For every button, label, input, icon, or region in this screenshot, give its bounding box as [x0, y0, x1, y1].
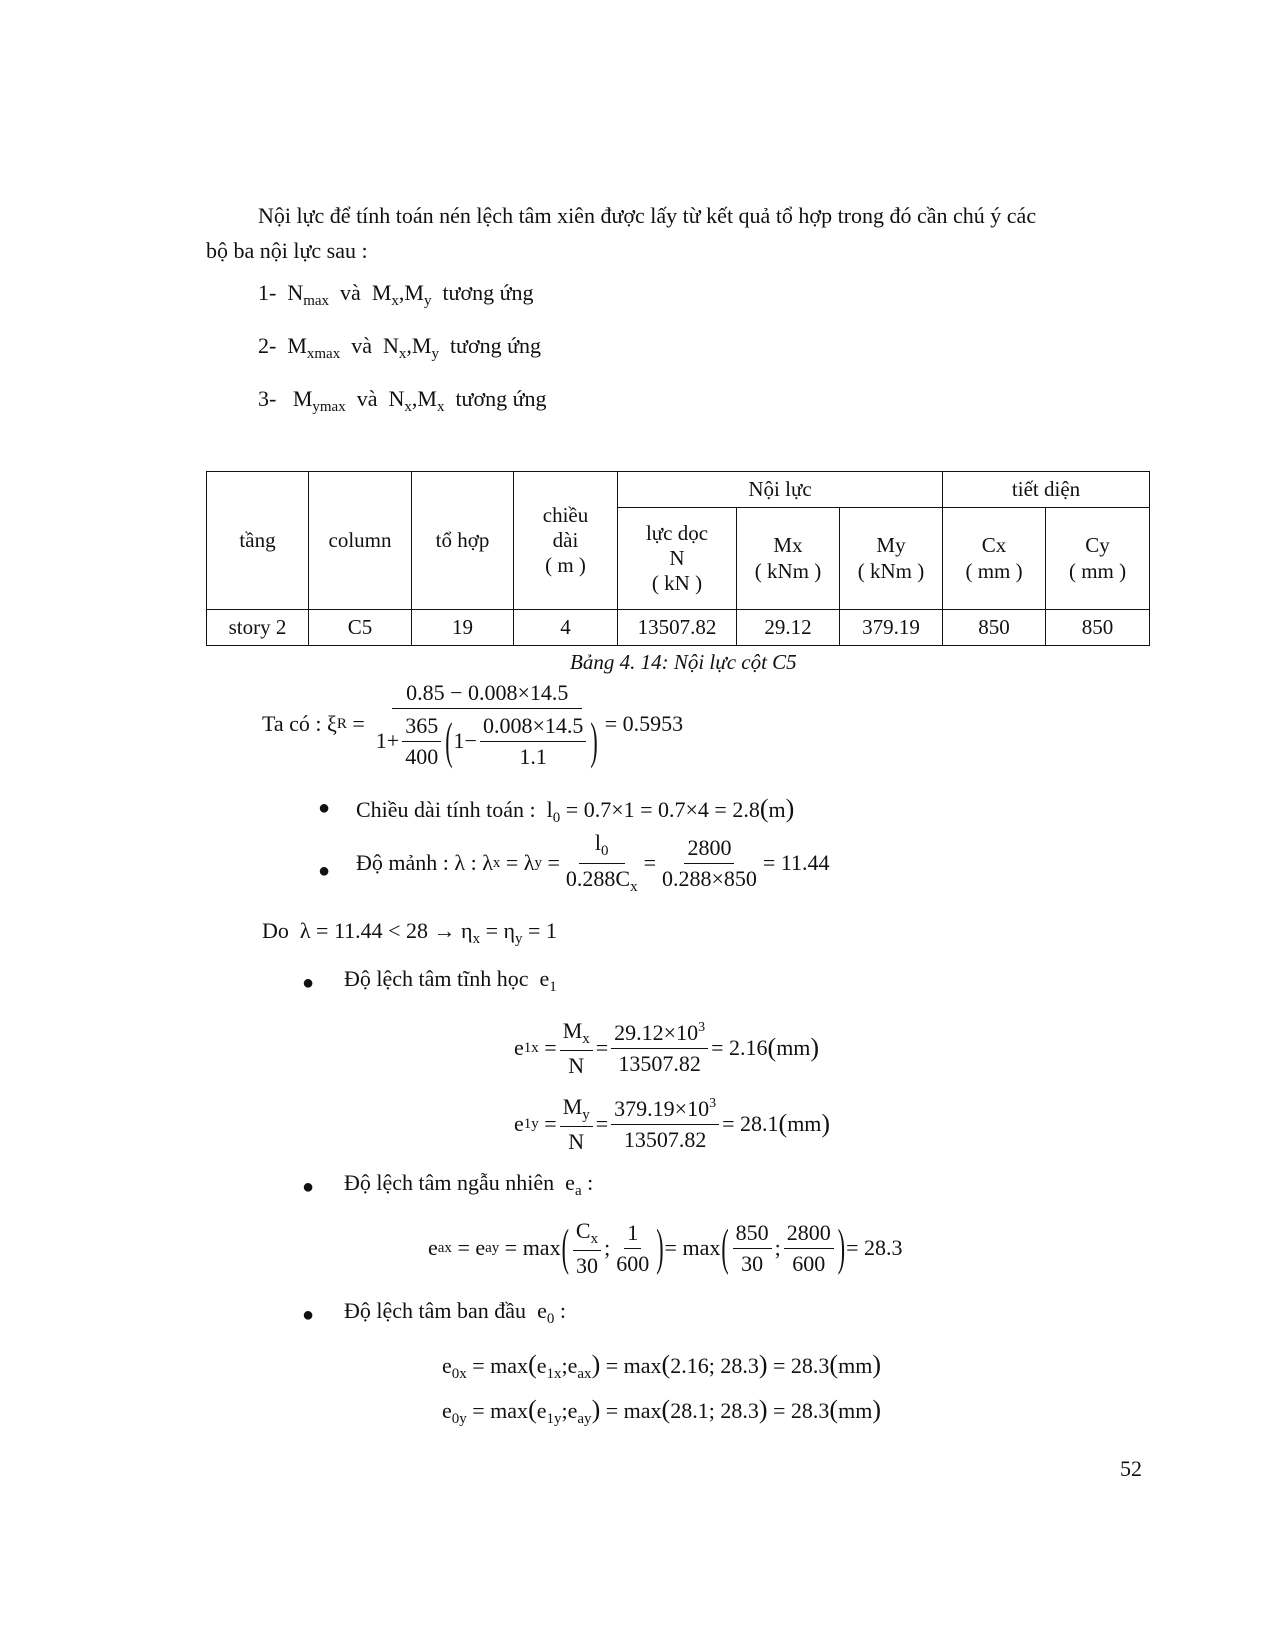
header-cy: Cy ( mm ) — [1046, 508, 1150, 610]
table-caption: Bảng 4. 14: Nội lực cột C5 — [570, 650, 797, 674]
header-noi-luc: Nội lực — [618, 472, 943, 508]
header-cx: Cx ( mm ) — [943, 508, 1046, 610]
xi-formula: Ta có : ξ R = 0.85 − 0.008×14.5 1+ $\frac{365}{400}$ ( 1− $\frac{0.008\times 14.5}{1.1}$ ) = 0.5953 — [262, 680, 684, 770]
ea-heading: Độ lệch tâm ngẫu nhiên $e_a$ : — [344, 1170, 594, 1199]
header-chieu-dai: chiều dài ( m ) — [514, 472, 618, 610]
header-tiet-dien: tiết diện — [943, 472, 1150, 508]
header-tang: tầng — [207, 472, 309, 610]
bullet-icon: ● — [302, 972, 315, 994]
effective-length: Chiều dài tính toán : $l_0 = 0.7\times 1 = 0.7\times 4 = 2.8(m)$ — [356, 794, 795, 826]
internal-force-table — [206, 471, 1150, 646]
bullet-icon: ● — [302, 1304, 315, 1326]
slenderness: Độ mảnh : λ : λ x = λ y = $\frac{l_0}{0.288C_x}$ = $\frac{2800}{0.288\times 850}$ = 11.44 — [356, 830, 830, 896]
bullet-icon: ● — [302, 1176, 315, 1198]
cell-n: 13507.82 — [618, 610, 737, 646]
e1x-formula: e 1x = $\frac{M_x}{N}$ = $\frac{29.12\times 10^3}{13507.82}$ = 2.16 ( mm ) — [514, 1018, 820, 1079]
cell-length: 4 — [514, 610, 618, 646]
cell-tohop: 19 — [412, 610, 514, 646]
header-tohop: tổ hợp — [412, 472, 514, 610]
page-number: 52 — [1120, 1456, 1142, 1481]
header-my: My ( kNm ) — [840, 508, 943, 610]
e1-heading: Độ lệch tâm tĩnh học $e_1$ — [344, 966, 557, 995]
intro-line-2: bộ ba nội lực sau : — [206, 238, 368, 263]
cell-cx: 850 — [943, 610, 1046, 646]
ea-formula: e ax = e ay = max ( $\frac{C_x}{30}$ ; $\frac{1}{600}$ ) = max ( $\frac{850}{30}$ ; $\frac{2800}{600}$ ) = 28.3 — [428, 1218, 903, 1279]
e0y-formula: $e_{0y}$ = $\max(e_{1y};e_{ay}) = \max(28.1$; 28.3) = 28.3(mm) — [442, 1395, 881, 1427]
intro-line-1: Nội lực để tính toán nén lệch tâm xiên được lấy từ kết quả tổ hợp trong đó cần chú ý các — [258, 203, 1037, 228]
cell-cy: 850 — [1046, 610, 1150, 646]
cell-mx: 29.12 — [737, 610, 840, 646]
e1y-formula: e 1y = $\frac{M_y}{N}$ = $\frac{379.19\times 10^3}{13507.82}$ = 28.1 ( mm ) — [514, 1094, 831, 1155]
cell-my: 379.19 — [840, 610, 943, 646]
case-1: 1- $N_{max}$ và $M_x,M_y$ tương ứng — [258, 280, 534, 309]
bullet-icon: ● — [318, 860, 331, 882]
header-mx: Mx ( kNm ) — [737, 508, 840, 610]
e0-heading: Độ lệch tâm ban đầu $e_0$ : — [344, 1298, 566, 1327]
header-n: lực dọc N ( kN ) — [618, 508, 737, 610]
do-condition: Do $\lambda = 11.44 < 28 \to \eta_x = \eta_y = 1$ — [262, 918, 557, 947]
table-row — [207, 610, 1150, 646]
cell-column: C5 — [309, 610, 412, 646]
e0x-formula: $e_{0x}$ = $\max(e_{1x};e_{ax}) = \max(2.16$; 28.3) = 28.3(mm) — [442, 1350, 881, 1382]
bullet-icon: ● — [318, 797, 331, 819]
case-3: 3- $M_{ymax}$ và $N_x,M_x$ tương ứng — [258, 386, 547, 415]
cell-tang: story 2 — [207, 610, 309, 646]
header-column: column — [309, 472, 412, 610]
case-2: 2- $M_{xmax}$ và $N_x,M_y$ tương ứng — [258, 333, 542, 362]
